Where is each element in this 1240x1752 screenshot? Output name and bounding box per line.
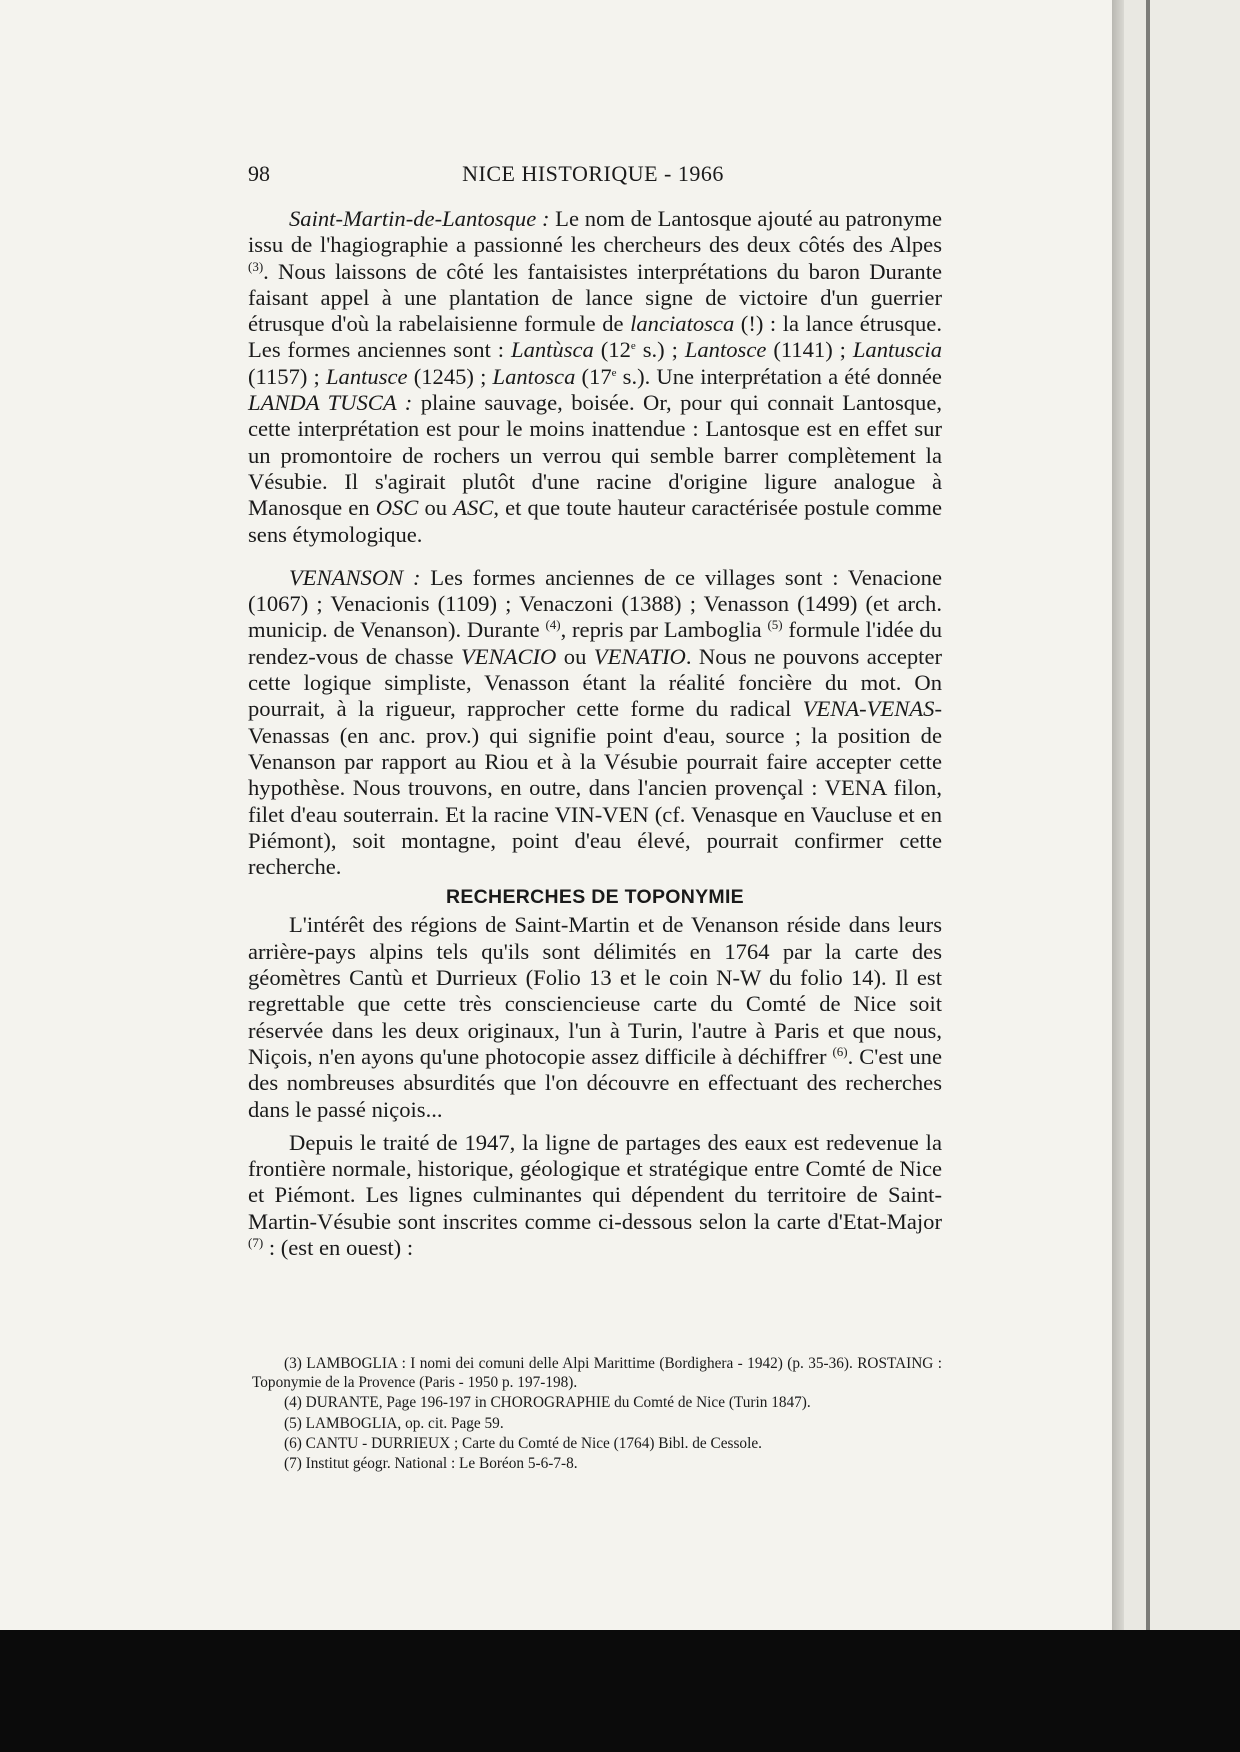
footnote-6: (6) CANTU - DURRIEUX ; Carte du Comté de Nice (1764) Bibl. de Cessole.	[284, 1434, 762, 1452]
body-text	[248, 206, 942, 1261]
footnote-3: (3) LAMBOGLIA : I nomi dei comuni delle Alpi Marittime (Bordighera - 1942) (p. 35-36). ROSTAING : Toponymie de la Provence (Paris - 1950 p. 197-198).	[252, 1355, 942, 1392]
paragraph-interet: L'intérêt des régions de Saint-Martin et de Venanson réside dans leurs arrière-pays alpins tels qu'ils sont délimités en 1764 par la carte des géomètres Cantù et Durrieux (Folio 13 et le coin N-W du folio 14). Il est regrettable que cette très consciencieuse carte du Comté de Nice soit réservée dans les deux originaux, l'un à Turin, l'autre à Paris et que nous, Niçois, n'en ayons qu'une photocopie assez difficile à déchiffrer $^{(6)}$. C'est une des nombreuses absurdités que l'on découvre en effectuant des recherches dans le passé niçois...	[248, 912, 942, 1122]
term-saint-martin: Saint-Martin-de-Lantosque :	[289, 206, 550, 231]
footnote-ref-4: (4)	[545, 617, 561, 633]
page-gutter-shadow	[1112, 0, 1124, 1630]
footnotes	[252, 1354, 942, 1474]
footnote-ref-5: (5)	[767, 617, 783, 633]
adjacent-page-margin	[1150, 0, 1240, 1630]
running-head: NICE HISTORIQUE - 1966	[462, 161, 724, 186]
footnote-7: (7) Institut géogr. National : Le Boréon 5-6-7-8.	[284, 1455, 578, 1473]
term-venanson: VENANSON :	[289, 564, 421, 590]
page-number: 98	[248, 161, 270, 186]
paragraph-venanson: VENANSON : Les formes anciennes de ce villages sont : Venacione (1067) ; Venacionis (1109) ; Venaczoni (1388) ; Venasson (1499) (et arch. municip. de Venanson). Durante $^{(4)}$, repris par Lamboglia $^{(5)}$ formule l'idée du rendez-vous de chasse VENACIO ou VENATIO. Nous ne pouvons accepter cette logique simpliste, Venasson étant la réalité foncière du mot. On pourrait, à la rigueur, rapprocher cette forme du radical VENA-VENAS-Venassas (en anc. prov.) qui signifie point d'eau, source ; la position de Venanson par rapport au Riou et à la Vésubie pourrait faire accepter cette hypothèse. Nous trouvons, en outre, dans l'ancien provençal : VENA filon, filet d'eau souterrain. Et la racine VIN-VEN (cf. Venasque en Vaucluse et en Piémont), soit montagne, point d'eau élevé, pourrait confirmer cette recherche.	[248, 564, 943, 880]
paragraph-depuis: Depuis le traité de 1947, la ligne de partages des eaux est redevenue la frontière normale, historique, géologique et stratégique entre Comté de Nice et Piémont. Les lignes culminantes qui dépendent du territoire de Saint-Martin-Vésubie sont inscrites comme ci-dessous selon la carte d'Etat-Major $^{(7)}$ : (est en ouest) :	[248, 1129, 942, 1260]
footnote-4: (4) DURANTE, Page 196-197 in CHOROGRAPHIE du Comté de Nice (Turin 1847).	[284, 1394, 811, 1412]
footnote-ref-7: (7)	[248, 1234, 264, 1250]
footnote-ref-3: (3)	[248, 258, 264, 274]
section-title: RECHERCHES DE TOPONYMIE	[445, 886, 744, 909]
page-header	[248, 158, 938, 190]
paragraph-saint-martin: Saint-Martin-de-Lantosque : Le nom de Lantosque ajouté au patronyme issu de l'hagiographie a passionné les chercheurs des deux côtés des Alpes $^{(3)}$. Nous laissons de côté les fantaisistes interprétations du baron Durante faisant appel à une plantation de lance signe de victoire d'un guerrier étrusque d'où la rabelaisienne formule de lanciatosca (!) : la lance étrusque. Les formes anciennes sont : Lantùsca (12e s.) ; Lantosce (1141) ; Lantuscia (1157) ; Lantusce (1245) ; Lantosca (17e s.). Une interprétation a été donnée LANDA TUSCA : plaine sauvage, boisée. Or, pour qui connait Lantosque, cette interprétation est pour le moins inattendue : Lantosque est en effet sur un promontoire de rochers un verrou qui semble barrer complètement la Vésubie. Il s'agirait plutôt d'une racine d'origine ligure analogue à Manosque en OSC ou ASC, et que toute hauteur caractérisée postule comme sens étymologique.	[248, 206, 943, 547]
footnote-5: (5) LAMBOGLIA, op. cit. Page 59.	[284, 1414, 504, 1432]
footnote-ref-6: (6)	[832, 1043, 848, 1059]
